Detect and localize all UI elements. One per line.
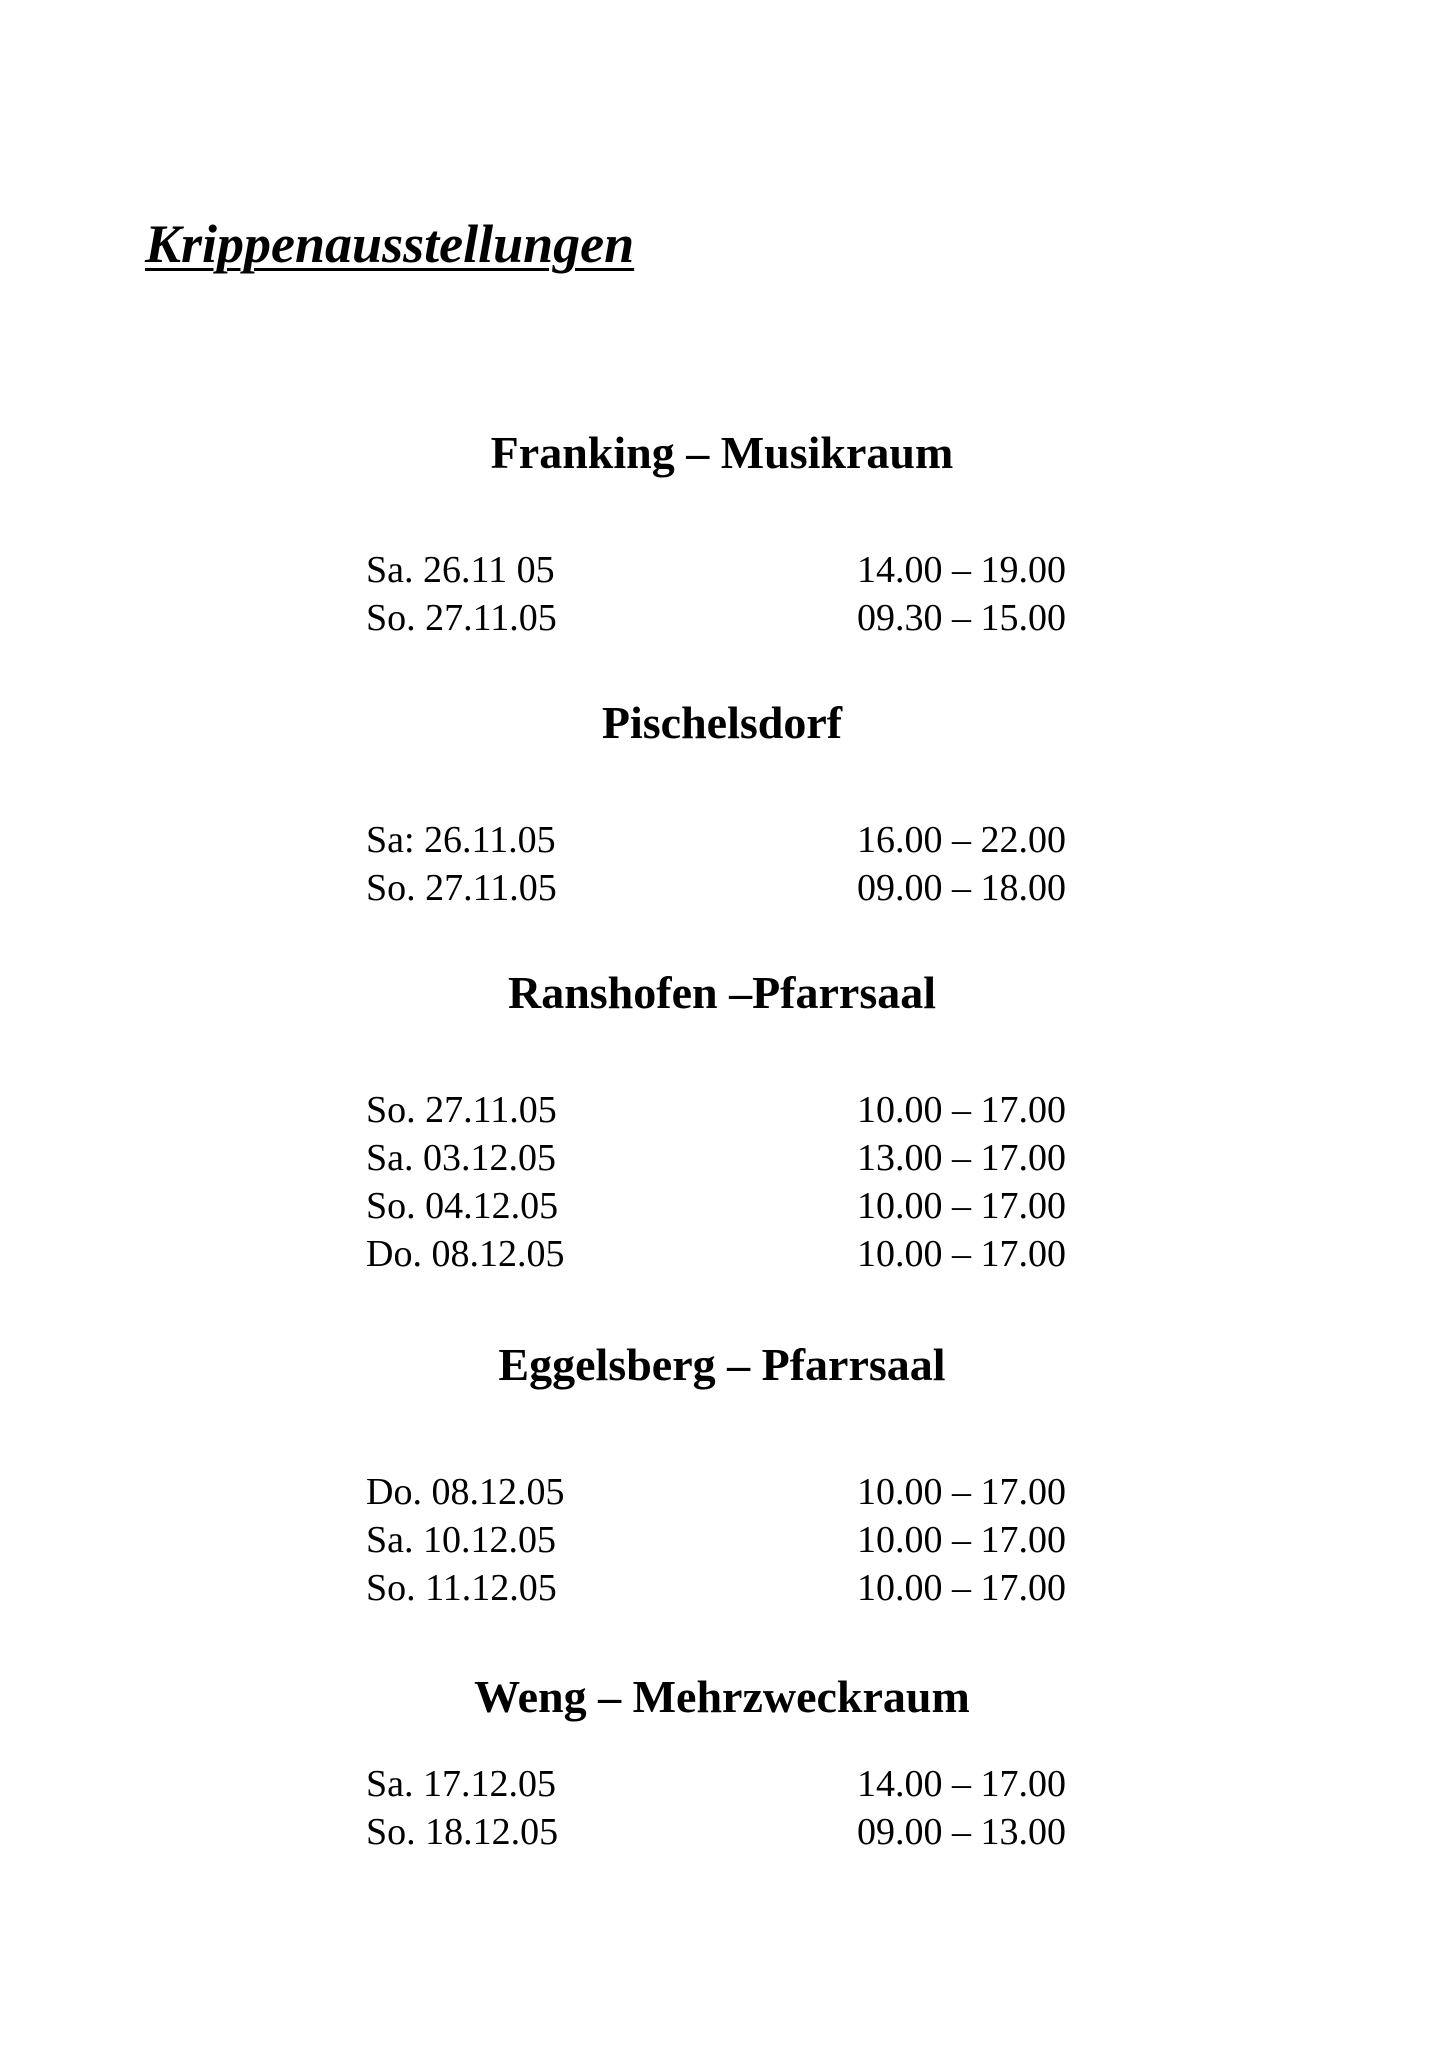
schedule-row xyxy=(0,1230,1444,1278)
schedule-row xyxy=(0,1134,1444,1182)
schedule-time: 09.30 – 15.00 xyxy=(857,597,1066,639)
schedule-time: 14.00 – 17.00 xyxy=(857,1763,1066,1805)
schedule-list xyxy=(0,1468,1444,1612)
schedule-list xyxy=(0,1086,1444,1278)
schedule-time: 13.00 – 17.00 xyxy=(857,1137,1066,1179)
schedule-list xyxy=(0,816,1444,912)
schedule-time: 09.00 – 18.00 xyxy=(857,867,1066,909)
schedule-date: Do. 08.12.05 xyxy=(366,1471,565,1513)
schedule-date: Sa. 26.11 05 xyxy=(366,549,555,591)
schedule-date: Sa. 17.12.05 xyxy=(366,1763,556,1805)
schedule-date: So. 27.11.05 xyxy=(366,867,557,909)
schedule-list xyxy=(0,1760,1444,1856)
page-title: Krippenausstellungen xyxy=(145,214,635,274)
schedule-time: 10.00 – 17.00 xyxy=(857,1567,1066,1609)
section-heading: Eggelsberg – Pfarrsaal xyxy=(498,1339,946,1390)
section-eggelsberg xyxy=(0,1338,1444,1612)
schedule-date: So. 18.12.05 xyxy=(366,1811,559,1853)
section-heading: Franking – Musikraum xyxy=(490,427,954,478)
schedule-date: So. 27.11.05 xyxy=(366,1089,557,1131)
section-weng xyxy=(0,1670,1444,1856)
schedule-date: Do. 08.12.05 xyxy=(366,1233,565,1275)
schedule-row xyxy=(0,1564,1444,1612)
schedule-date: Sa. 03.12.05 xyxy=(366,1137,556,1179)
schedule-time: 10.00 – 17.00 xyxy=(857,1519,1066,1561)
section-franking xyxy=(0,426,1444,642)
schedule-row xyxy=(0,546,1444,594)
schedule-time: 14.00 – 19.00 xyxy=(857,549,1066,591)
schedule-date: So. 27.11.05 xyxy=(366,597,557,639)
schedule-row xyxy=(0,1808,1444,1856)
schedule-row xyxy=(0,1760,1444,1808)
schedule-list xyxy=(0,546,1444,642)
section-heading: Weng – Mehrzweckraum xyxy=(474,1671,970,1722)
schedule-row xyxy=(0,1086,1444,1134)
schedule-date: So. 04.12.05 xyxy=(366,1185,559,1227)
schedule-row xyxy=(0,1468,1444,1516)
schedule-row xyxy=(0,816,1444,864)
schedule-date: So. 11.12.05 xyxy=(366,1567,557,1609)
schedule-date: Sa: 26.11.05 xyxy=(366,819,556,861)
schedule-date: Sa. 10.12.05 xyxy=(366,1519,556,1561)
schedule-time: 10.00 – 17.00 xyxy=(857,1089,1066,1131)
schedule-time: 10.00 – 17.00 xyxy=(857,1233,1066,1275)
schedule-row xyxy=(0,594,1444,642)
schedule-time: 10.00 – 17.00 xyxy=(857,1471,1066,1513)
schedule-row xyxy=(0,1182,1444,1230)
schedule-time: 10.00 – 17.00 xyxy=(857,1185,1066,1227)
section-heading: Pischelsdorf xyxy=(601,697,843,748)
schedule-row xyxy=(0,864,1444,912)
section-ranshofen xyxy=(0,966,1444,1278)
section-pischelsdorf xyxy=(0,696,1444,912)
schedule-time: 09.00 – 13.00 xyxy=(857,1811,1066,1853)
section-heading: Ranshofen –Pfarrsaal xyxy=(507,967,937,1018)
schedule-row xyxy=(0,1516,1444,1564)
schedule-time: 16.00 – 22.00 xyxy=(857,819,1066,861)
